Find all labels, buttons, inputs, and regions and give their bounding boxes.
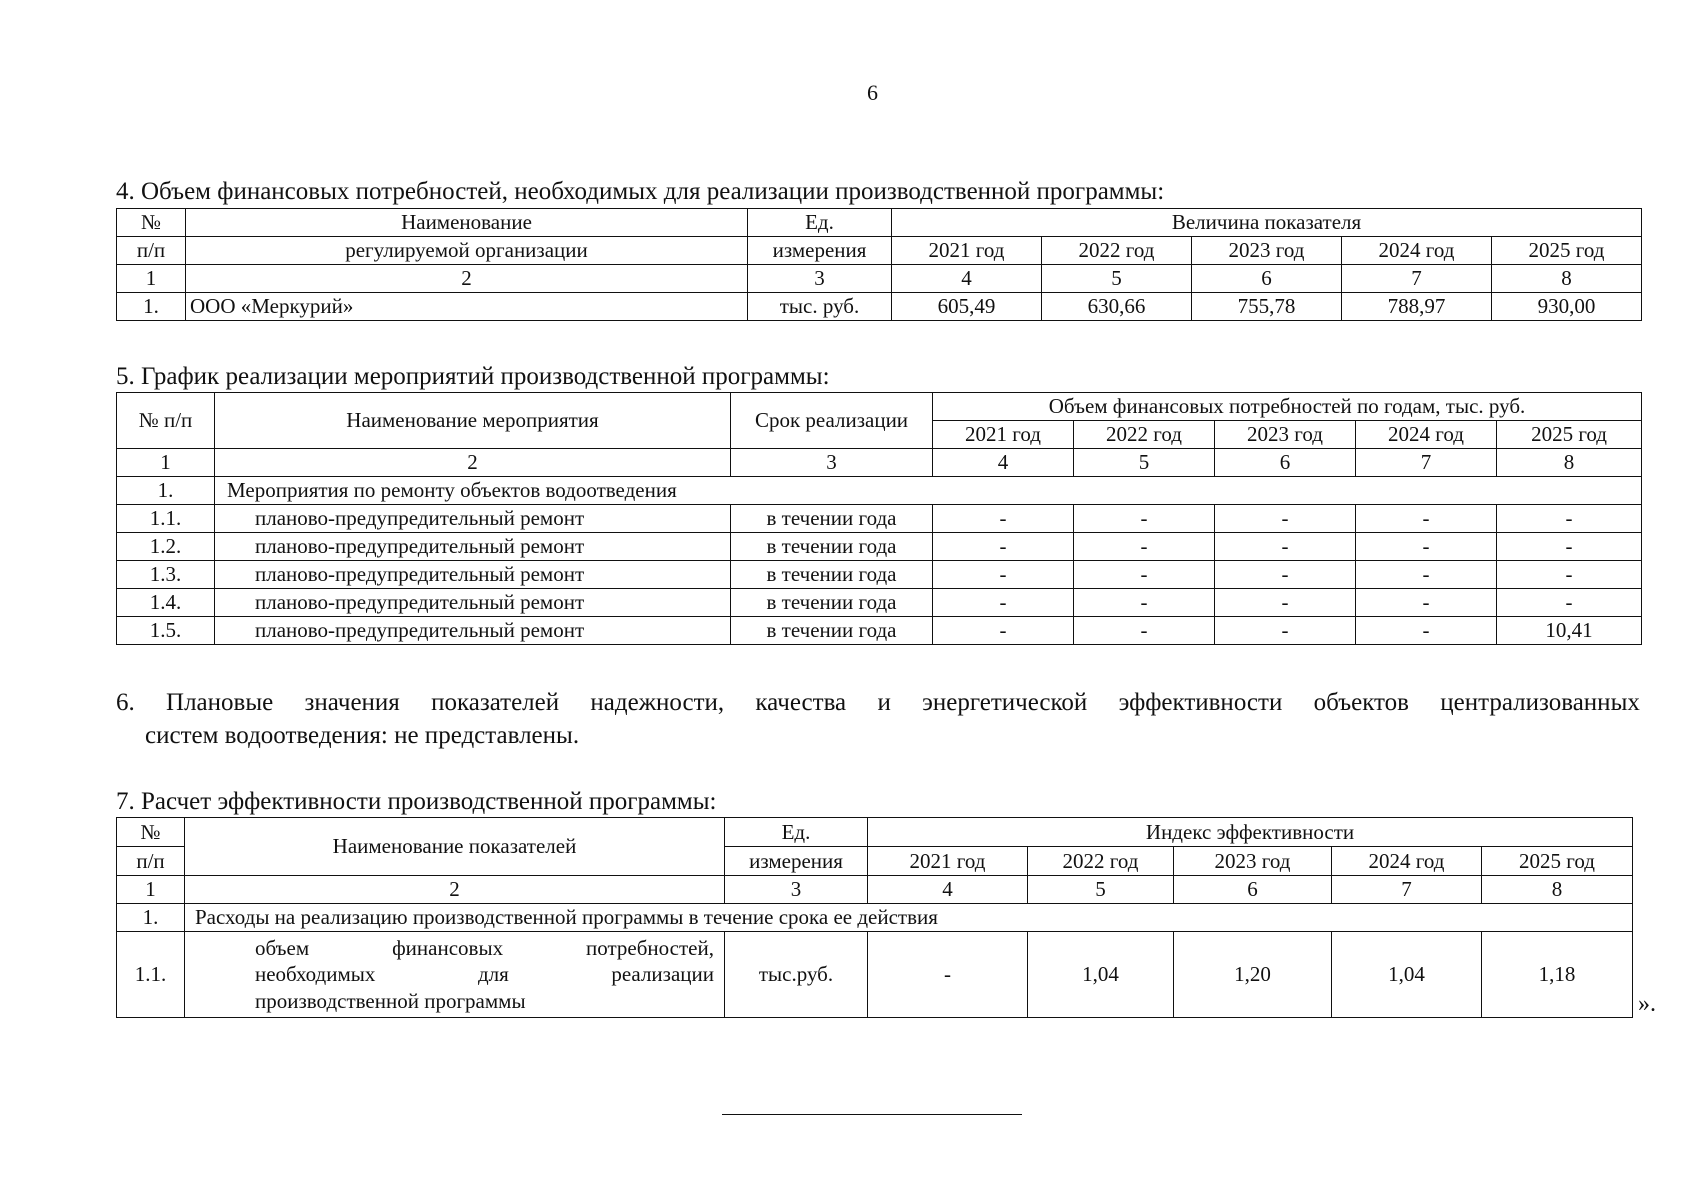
column-number: 8 xyxy=(1497,449,1642,477)
header-group: Величина показателя xyxy=(892,209,1642,237)
table-row xyxy=(117,561,1642,589)
row-unit: тыс. руб. xyxy=(748,293,892,321)
group-name: Расходы на реализацию производственной программы в течение срока ее действия xyxy=(185,904,1633,932)
value-cell: 630,66 xyxy=(1042,293,1192,321)
year-header: 2023 год xyxy=(1215,421,1356,449)
year-header: 2024 год xyxy=(1342,237,1492,265)
value-cell: - xyxy=(868,932,1028,1018)
section-6-paragraph xyxy=(116,686,1640,752)
value-cell: - xyxy=(933,617,1074,645)
header-num: № п/п xyxy=(117,393,215,449)
column-number: 1 xyxy=(117,449,215,477)
value-cell: - xyxy=(1497,505,1642,533)
word: значения xyxy=(304,689,400,716)
activity-term: в течении года xyxy=(731,561,933,589)
value-cell: - xyxy=(1074,533,1215,561)
activity-name: планово-предупредительный ремонт xyxy=(215,589,731,617)
year-header: 2024 год xyxy=(1332,847,1482,876)
value-cell: 755,78 xyxy=(1192,293,1342,321)
column-number: 1 xyxy=(117,876,185,904)
column-number: 4 xyxy=(933,449,1074,477)
group-row xyxy=(117,477,1642,505)
schedule-table xyxy=(116,392,1642,645)
section-5-title: 5. График реализации мероприятий производственной программы: xyxy=(116,363,830,390)
row-num: 1. xyxy=(117,904,185,932)
header-num-2: п/п xyxy=(117,237,186,265)
year-header: 2022 год xyxy=(1042,237,1192,265)
value-cell: 788,97 xyxy=(1342,293,1492,321)
column-number: 4 xyxy=(892,265,1042,293)
column-number: 5 xyxy=(1028,876,1174,904)
activity-term: в течении года xyxy=(731,617,933,645)
value-cell: - xyxy=(1215,561,1356,589)
row-num: 1.1. xyxy=(117,932,185,1018)
group-name: Мероприятия по ремонту объектов водоотведения xyxy=(215,477,1642,505)
value-cell: - xyxy=(1215,533,1356,561)
paragraph-line-1 xyxy=(116,686,1640,719)
value-cell: 1,04 xyxy=(1332,932,1482,1018)
row-num: 1.2. xyxy=(117,533,215,561)
year-header: 2021 год xyxy=(892,237,1042,265)
column-number: 4 xyxy=(868,876,1028,904)
column-number: 3 xyxy=(748,265,892,293)
word: потребностей, xyxy=(586,936,714,961)
row-num: 1.4. xyxy=(117,589,215,617)
column-number: 2 xyxy=(186,265,748,293)
column-number: 2 xyxy=(215,449,731,477)
year-header: 2023 год xyxy=(1192,237,1342,265)
header-group: Индекс эффективности xyxy=(868,818,1633,847)
word: качества xyxy=(755,689,847,716)
value-cell: - xyxy=(933,589,1074,617)
year-header: 2024 год xyxy=(1356,421,1497,449)
value-cell: - xyxy=(933,561,1074,589)
word: для xyxy=(477,962,509,987)
indicator-name-line xyxy=(255,935,714,961)
word: 6. xyxy=(116,689,135,716)
table-row xyxy=(117,589,1642,617)
value-cell: - xyxy=(1074,589,1215,617)
activity-name: планово-предупредительный ремонт xyxy=(215,533,731,561)
year-header: 2023 год xyxy=(1174,847,1332,876)
header-term: Срок реализации xyxy=(731,393,933,449)
column-number: 6 xyxy=(1215,449,1356,477)
activity-name: планово-предупредительный ремонт xyxy=(215,617,731,645)
year-header: 2022 год xyxy=(1074,421,1215,449)
column-number: 5 xyxy=(1042,265,1192,293)
value-cell: - xyxy=(1497,589,1642,617)
value-cell: - xyxy=(1074,617,1215,645)
column-number: 7 xyxy=(1332,876,1482,904)
word: и xyxy=(877,689,891,716)
header-num: № xyxy=(117,818,185,847)
value-cell: 1,04 xyxy=(1028,932,1174,1018)
word: централизованных xyxy=(1440,689,1640,716)
activity-term: в течении года xyxy=(731,589,933,617)
table-row xyxy=(117,932,1633,1018)
word: энергетической xyxy=(922,689,1088,716)
efficiency-table xyxy=(116,817,1633,1018)
value-cell: - xyxy=(1356,589,1497,617)
header-unit: Ед. xyxy=(725,818,868,847)
word: объектов xyxy=(1313,689,1409,716)
value-cell: 1,18 xyxy=(1482,932,1633,1018)
word: надежности, xyxy=(590,689,725,716)
column-number: 6 xyxy=(1192,265,1342,293)
column-number: 3 xyxy=(725,876,868,904)
column-number: 6 xyxy=(1174,876,1332,904)
word: финансовых xyxy=(392,936,504,961)
value-cell: 1,20 xyxy=(1174,932,1332,1018)
row-num: 1. xyxy=(117,293,186,321)
word: показателей xyxy=(431,689,560,716)
indicator-name-line: производственной программы xyxy=(255,988,526,1013)
value-cell: - xyxy=(1497,533,1642,561)
column-number: 3 xyxy=(731,449,933,477)
closing-quote-mark: ». xyxy=(1638,991,1656,1017)
value-cell: - xyxy=(1215,589,1356,617)
column-number: 7 xyxy=(1356,449,1497,477)
header-num-2: п/п xyxy=(117,847,185,876)
word: эффективности xyxy=(1118,689,1283,716)
value-cell: - xyxy=(1215,617,1356,645)
paragraph-line-2: систем водоотведения: не представлены. xyxy=(145,722,580,749)
word: объем xyxy=(255,936,310,961)
footer-divider xyxy=(722,1114,1022,1115)
column-number: 8 xyxy=(1482,876,1633,904)
header-unit-2: измерения xyxy=(725,847,868,876)
table-row xyxy=(117,505,1642,533)
column-number: 1 xyxy=(117,265,186,293)
value-cell: - xyxy=(1497,561,1642,589)
value-cell: 10,41 xyxy=(1497,617,1642,645)
header-group: Объем финансовых потребностей по годам, тыс. руб. xyxy=(933,393,1642,421)
header-name: Наименование xyxy=(186,209,748,237)
table-row xyxy=(117,617,1642,645)
value-cell: - xyxy=(933,505,1074,533)
column-number: 7 xyxy=(1342,265,1492,293)
header-num: № xyxy=(117,209,186,237)
row-num: 1. xyxy=(117,477,215,505)
value-cell: - xyxy=(933,533,1074,561)
word: реализации xyxy=(611,962,714,987)
value-cell: 605,49 xyxy=(892,293,1042,321)
group-row xyxy=(117,904,1633,932)
row-num: 1.1. xyxy=(117,505,215,533)
column-number: 5 xyxy=(1074,449,1215,477)
value-cell: - xyxy=(1074,505,1215,533)
activity-term: в течении года xyxy=(731,505,933,533)
indicator-name xyxy=(185,932,725,1018)
indicator-name-line xyxy=(255,961,714,987)
value-cell: - xyxy=(1074,561,1215,589)
year-header: 2025 год xyxy=(1497,421,1642,449)
header-name-2: регулируемой организации xyxy=(186,237,748,265)
financial-needs-table xyxy=(116,208,1642,321)
year-header: 2025 год xyxy=(1482,847,1633,876)
year-header: 2021 год xyxy=(868,847,1028,876)
activity-term: в течении года xyxy=(731,533,933,561)
column-number: 8 xyxy=(1492,265,1642,293)
row-num: 1.3. xyxy=(117,561,215,589)
value-cell: - xyxy=(1215,505,1356,533)
organization-name: ООО «Меркурий» xyxy=(186,293,748,321)
table-row xyxy=(117,533,1642,561)
header-unit: Ед. xyxy=(748,209,892,237)
row-num: 1.5. xyxy=(117,617,215,645)
year-header: 2021 год xyxy=(933,421,1074,449)
activity-name: планово-предупредительный ремонт xyxy=(215,505,731,533)
year-header: 2025 год xyxy=(1492,237,1642,265)
activity-name: планово-предупредительный ремонт xyxy=(215,561,731,589)
section-4-title: 4. Объем финансовых потребностей, необходимых для реализации производственной программы: xyxy=(116,178,1165,205)
value-cell: - xyxy=(1356,561,1497,589)
value-cell: 930,00 xyxy=(1492,293,1642,321)
value-cell: - xyxy=(1356,505,1497,533)
header-unit-2: измерения xyxy=(748,237,892,265)
column-number: 2 xyxy=(185,876,725,904)
section-7-title: 7. Расчет эффективности производственной программы: xyxy=(116,788,717,815)
row-unit: тыс.руб. xyxy=(725,932,868,1018)
page-number: 6 xyxy=(867,80,878,105)
table-row xyxy=(117,293,1642,321)
header-name: Наименование показателей xyxy=(185,818,725,876)
word: Плановые xyxy=(166,689,274,716)
value-cell: - xyxy=(1356,533,1497,561)
year-header: 2022 год xyxy=(1028,847,1174,876)
word: необходимых xyxy=(255,962,376,987)
header-name: Наименование мероприятия xyxy=(215,393,731,449)
value-cell: - xyxy=(1356,617,1497,645)
